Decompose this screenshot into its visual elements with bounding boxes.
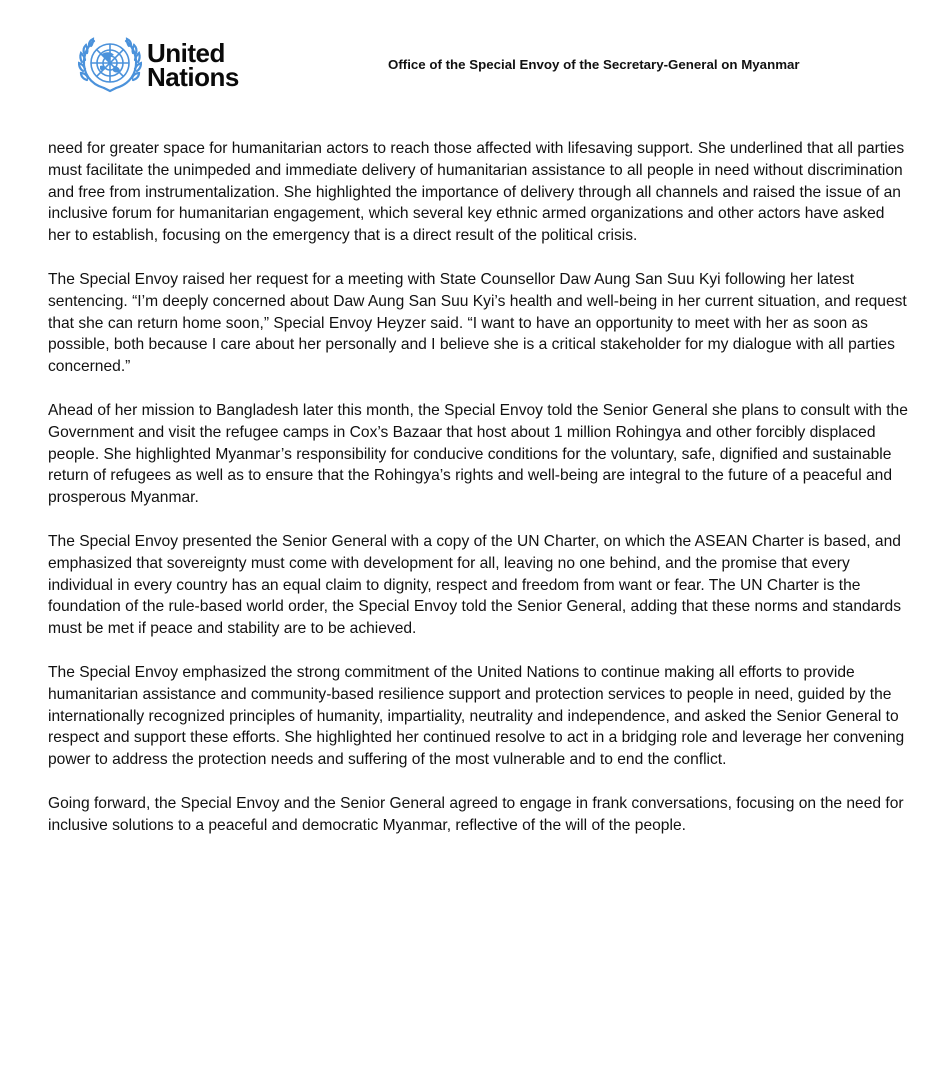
paragraph: need for greater space for humanitarian actors to reach those affected with lifesaving support. She underlined that all parties must facilitate the unimpeded and immediate delivery of humanitarian assistance to all people in need without discrimination and free from instrumentalization. She highlighted the importance of delivery through all channels and raised the issue of an inclusive forum for humanitarian engagement, which several key ethnic armed organizations and other actors have asked her to establish, focusing on the emergency that is a direct result of the political crisis. <box>48 140 905 245</box>
paragraph: The Special Envoy raised her request for a meeting with State Counsellor Daw Aung San Suu Kyi following her latest sentencing. “I’m deeply concerned about Daw Aung San Suu Kyi’s health and well-being in her current situation, and request that she can return home soon,” Special Envoy Heyzer said. “I want to have an opportunity to meet with her as soon as possible, both because I care about her personally and I believe she is a critical stakeholder for my dialogue with all parties concerned.” <box>48 270 907 376</box>
paragraph: The Special Envoy emphasized the strong commitment of the United Nations to continue making all efforts to provide humanitarian assistance and community-based resilience support and protection services to people in need, guided by the internationally recognized principles of humanity, impartiality, neutrality and independence, and asked the Senior General to respect and support these efforts. She highlighted her continued resolve to act in a bridging role and leverage her convening power to address the protection needs and suffering of the most vulnerable and to end the conflict. <box>48 663 905 769</box>
paragraph: The Special Envoy presented the Senior General with a copy of the UN Charter, on which the ASEAN Charter is based, and emphasized that sovereignty must come with development for all, leaving no one behind, and the promise that every individual in every country has an equal claim to dignity, respect and freedom from want or fear. The UN Charter is the foundation of the rule-based world order, the Special Envoy told the Senior General, adding that these norms and standards must be met if peace and stability are to be achieved. <box>48 532 901 638</box>
page-header <box>0 0 949 110</box>
logo-line-1: United <box>147 38 225 68</box>
paragraph: Going forward, the Special Envoy and the Senior General agreed to engage in frank conversations, focusing on the need for inclusive solutions to a peaceful and democratic Myanmar, reflective of the will of the people. <box>48 794 904 834</box>
un-emblem-icon <box>78 36 142 94</box>
office-title: Office of the Special Envoy of the Secretary-General on Myanmar <box>388 57 800 72</box>
document-body <box>48 138 908 859</box>
paragraph: Ahead of her mission to Bangladesh later this month, the Special Envoy told the Senior General she plans to consult with the Government and visit the refugee camps in Cox’s Bazaar that host about 1 million Rohingya and other forcibly displaced people. She highlighted Myanmar’s responsibility for conducive conditions for the voluntary, safe, dignified and sustainable return of refugees as well as to ensure that the Rohingya’s rights and well-being are integral to the future of a peaceful and prosperous Myanmar. <box>48 401 908 507</box>
un-logo <box>78 36 239 94</box>
un-wordmark <box>147 38 239 92</box>
logo-line-2: Nations <box>147 62 239 92</box>
